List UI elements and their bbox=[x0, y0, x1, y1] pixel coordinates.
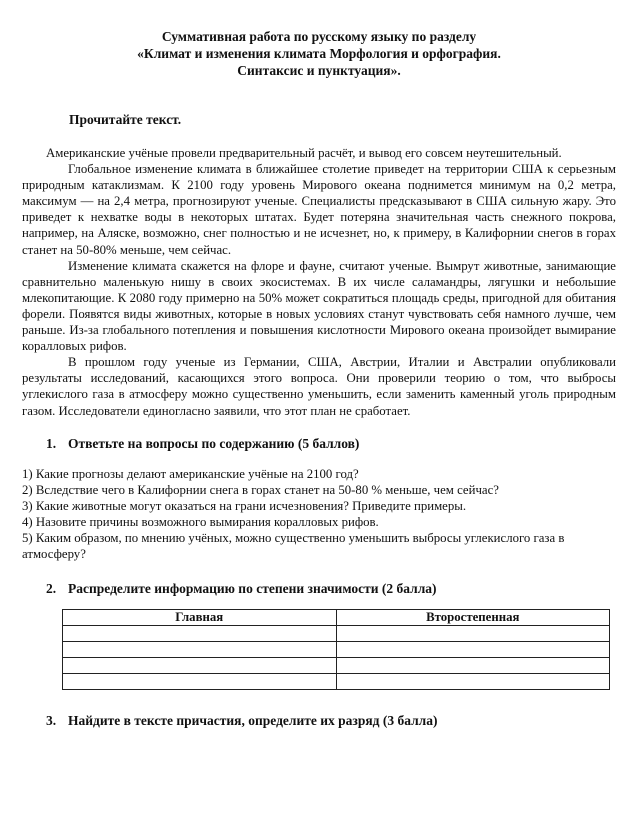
question-item: 2) Вследствие чего в Калифорнии снега в горах станет на 50-80 % меньше, чем сейчас? bbox=[22, 482, 499, 497]
question-item: 1) Какие прогнозы делают американские учёные на 2100 год? bbox=[22, 466, 359, 481]
text-paragraph: Изменение климата скажется на флоре и фауне, считают ученые. Вымрут животные, занимающие сравнительно маленькую нишу в своих экосистемах. В их числе саламандры, лягушки и небольшие млекопитающие. К 2080 году примерно на 50% может сократиться площадь среды, пригодной для обитания форели. Появятся виды животных, которые в новых условиях станут чувствовать себя намного лучше, чем раньше. Из-за глобального потепления и повышения кислотности Мирового океана произойдет вымирание коралловых рифов. bbox=[22, 258, 616, 354]
task-title: Распределите информацию по степени значимости (2 балла) bbox=[68, 581, 437, 597]
table-row bbox=[63, 658, 610, 674]
task-title: Ответьте на вопросы по содержанию (5 баллов) bbox=[68, 435, 360, 451]
title-line: Суммативная работа по русскому языку по разделу bbox=[161, 29, 477, 44]
reading-text bbox=[22, 145, 616, 419]
table-row bbox=[63, 626, 610, 642]
title-line: «Климат и изменения климата Морфология и орфография. bbox=[137, 46, 501, 61]
table-cell[interactable] bbox=[63, 642, 337, 658]
table-row bbox=[63, 674, 610, 690]
page-title bbox=[22, 28, 616, 79]
significance-table-wrap bbox=[62, 609, 610, 690]
task-title: Найдите в тексте причастия, определите их разряд (3 балла) bbox=[68, 713, 438, 729]
text-paragraph: Американские учёные провели предварительный расчёт, и вывод его совсем неутешительный. bbox=[46, 146, 562, 160]
table-cell[interactable] bbox=[336, 626, 610, 642]
table-cell[interactable] bbox=[63, 658, 337, 674]
worksheet-page bbox=[22, 28, 616, 729]
task-number: 1. bbox=[46, 435, 57, 451]
question-list bbox=[22, 466, 616, 563]
task-number: 3. bbox=[46, 713, 57, 729]
column-header-secondary: Второстепенная bbox=[336, 610, 610, 626]
text-paragraph: Глобальное изменение климата в ближайшее столетие приведет на территории США к серьезным природным катаклизмам. К 2100 году уровень Мирового океана поднимется минимум на 0,2 метра, максимум — на 2,4 метра, прогнозируют ученые. Специалисты предсказывают в США сильную жару. Это приведет к нехватке воды в некоторых штатах. Будет потеряна значительная часть снежного покрова, например, на Аляске, возможно, снег полностью и не исчезнет, но, к примеру, в Калифорнии снегов в горах станет на 50-80% меньше, чем сейчас. bbox=[22, 162, 616, 257]
table-cell[interactable] bbox=[336, 642, 610, 658]
text-paragraph: В прошлом году ученые из Германии, США, Австрии, Италии и Австралии опубликовали результаты исследований, касающихся этого вопроса. Они проверили теорию о том, что выбросы углекислого газа в атмосферу можно существенно уменьшить, если заменить каменный уголь природным газом. Исследователи единогласно заявили, что этот план не сработает. bbox=[22, 355, 616, 418]
task-3-heading bbox=[46, 712, 616, 729]
task-1-heading bbox=[46, 435, 616, 452]
table-cell[interactable] bbox=[336, 658, 610, 674]
significance-table bbox=[62, 609, 610, 690]
table-row bbox=[63, 642, 610, 658]
reading-instruction: Прочитайте текст. bbox=[69, 112, 182, 127]
table-cell[interactable] bbox=[63, 626, 337, 642]
question-item: 4) Назовите причины возможного вымирания коралловых рифов. bbox=[22, 514, 379, 529]
table-header-row bbox=[63, 610, 610, 626]
table-cell[interactable] bbox=[63, 674, 337, 690]
question-item: 5) Каким образом, по мнению учёных, можно существенно уменьшить выбросы углекислого газа в атмосферу? bbox=[22, 530, 565, 562]
title-line: Синтаксис и пунктуация». bbox=[237, 63, 401, 78]
question-item: 3) Какие животные могут оказаться на грани исчезновения? Приведите примеры. bbox=[22, 498, 467, 513]
task-2-heading bbox=[46, 580, 616, 597]
table-cell[interactable] bbox=[336, 674, 610, 690]
task-number: 2. bbox=[46, 581, 57, 597]
column-header-main: Главная bbox=[63, 610, 337, 626]
